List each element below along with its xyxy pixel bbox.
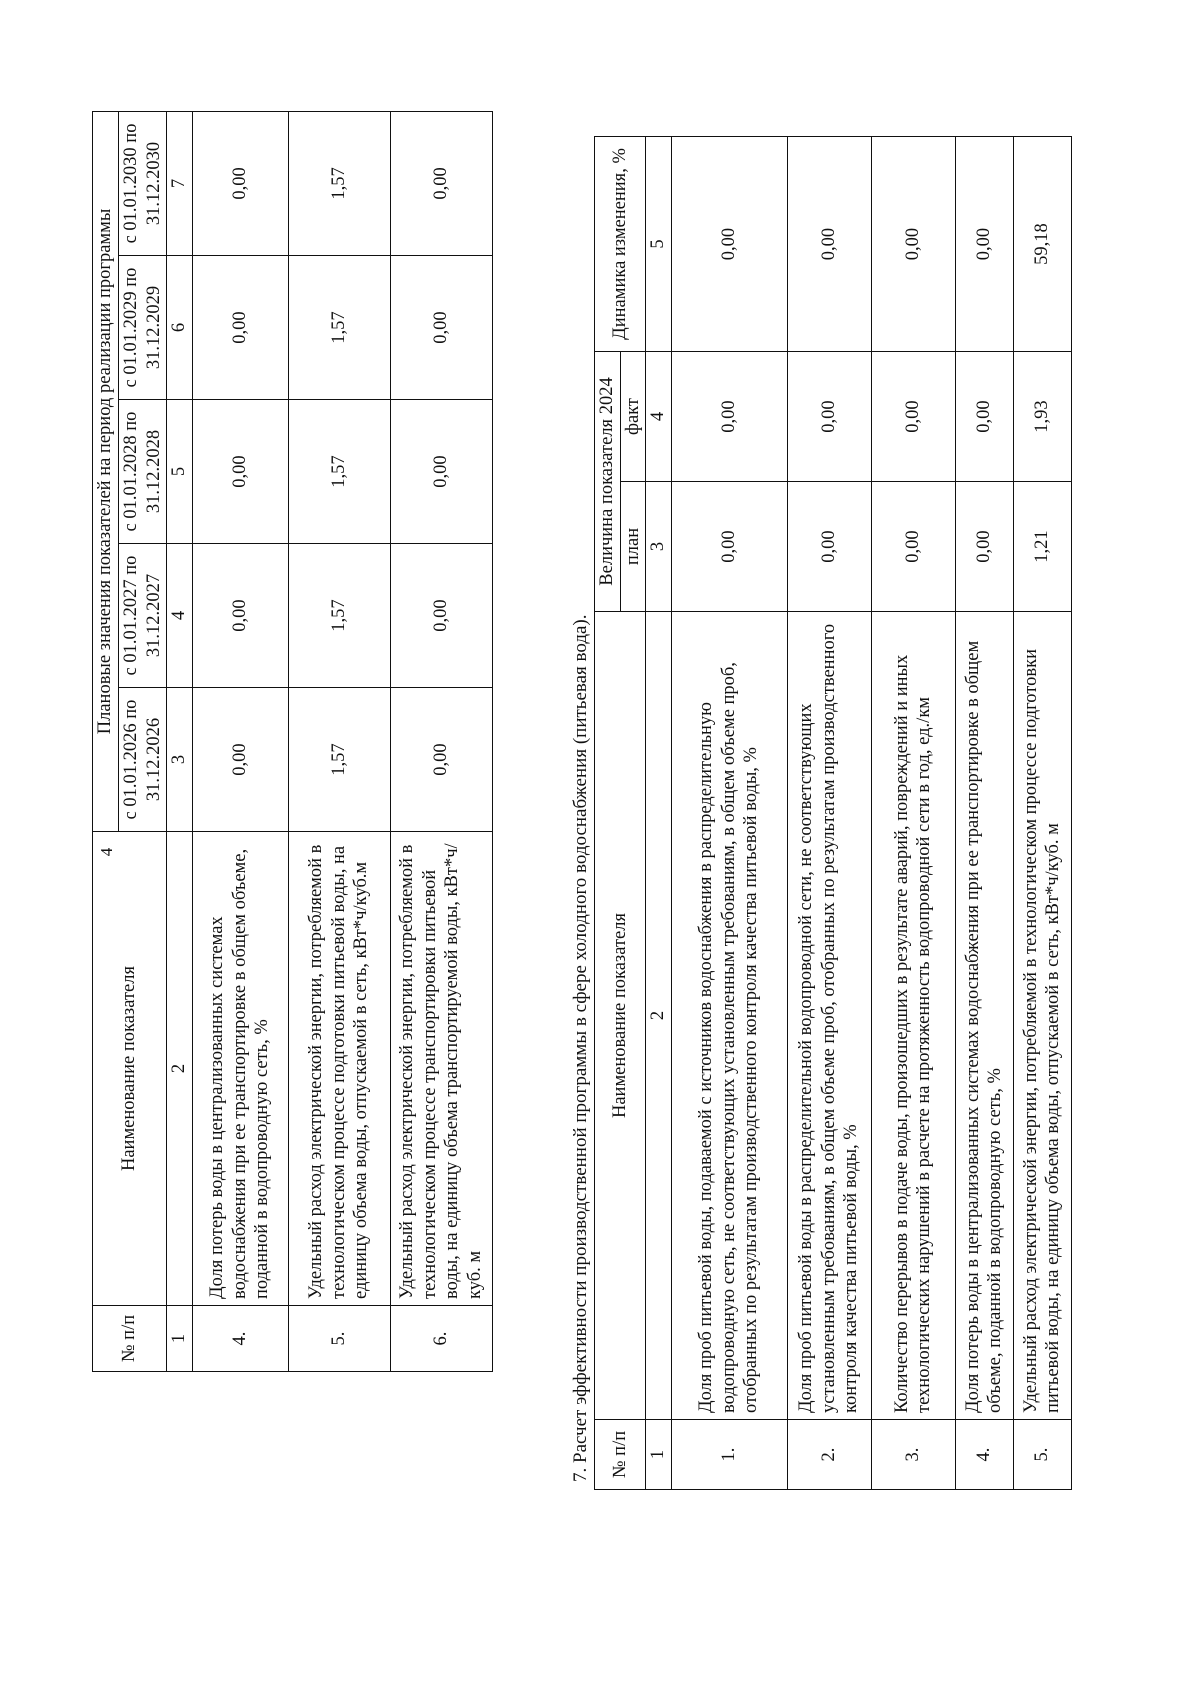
value-cell: 1,57 — [288, 688, 390, 832]
value-cell: 0,00 — [192, 111, 288, 255]
row-number: 1. — [671, 1420, 787, 1490]
planned-values-table-wrapper — [92, 112, 493, 1372]
value-cell: 0,00 — [192, 544, 288, 688]
column-index: 3 — [646, 482, 672, 612]
col-name-header: Наименование показателя — [93, 832, 167, 1306]
col-name-header: Наименование показателя — [595, 612, 646, 1420]
dynamics-value: 0,00 — [787, 137, 871, 352]
column-index: 6 — [167, 256, 193, 400]
plan-value: 0,00 — [787, 482, 871, 612]
row-number: 3. — [871, 1420, 955, 1490]
period-header: с 01.01.2027 по 31.12.2027 — [119, 544, 167, 688]
value-cell: 0,00 — [390, 400, 492, 544]
indicator-value-group-header: Величина показателя 2024 — [595, 352, 621, 612]
column-index: 4 — [646, 352, 672, 482]
column-index: 5 — [167, 400, 193, 544]
indicator-name: Количество перерывов в подаче воды, произошедших в результате аварий, повреждений и иных технологических нарушений в расчете на протяженность водопроводной сети в год, ед./км — [871, 612, 955, 1420]
efficiency-table — [594, 136, 1072, 1490]
plan-value: 0,00 — [871, 482, 955, 612]
column-index: 7 — [167, 111, 193, 255]
value-cell: 0,00 — [390, 688, 492, 832]
value-cell: 1,57 — [288, 544, 390, 688]
indicator-name: Доля потерь воды в централизованных системах водоснабжения при ее транспортировке в общем объеме, поданной в водопроводную сеть, % — [955, 612, 1013, 1420]
plan-header: план — [620, 482, 646, 612]
dynamics-value: 0,00 — [955, 137, 1013, 352]
value-cell: 1,57 — [288, 256, 390, 400]
indicator-name: Удельный расход электрической энергии, потребляемой в технологическом процессе подготовки питьевой воды, на единицу объема воды, отпускаемой в сеть, кВт*ч/куб. м — [1013, 612, 1071, 1420]
col-no-header: № п/п — [595, 1420, 646, 1490]
period-header: с 01.01.2026 по 31.12.2026 — [119, 688, 167, 832]
value-cell: 0,00 — [390, 256, 492, 400]
table-row — [671, 137, 787, 1490]
planned-values-table — [92, 111, 493, 1372]
fact-value: 0,00 — [871, 352, 955, 482]
column-index: 2 — [167, 832, 193, 1306]
row-number: 4. — [192, 1306, 288, 1372]
table-row — [1013, 137, 1071, 1490]
row-number: 5. — [1013, 1420, 1071, 1490]
indicator-name: Доля проб питьевой воды в распределительной водопроводной сети, не соответствующих установленным требованиям, в общем объеме проб, отобранных по результатам производственного контроля качества питьевой воды, % — [787, 612, 871, 1420]
fact-header: факт — [620, 352, 646, 482]
row-number: 4. — [955, 1420, 1013, 1490]
table-row — [288, 111, 390, 1371]
plan-value: 0,00 — [671, 482, 787, 612]
planned-values-group-header: Плановые значения показателей на период реализации программы — [93, 111, 119, 831]
period-header: с 01.01.2029 по 31.12.2029 — [119, 256, 167, 400]
table-row — [787, 137, 871, 1490]
period-header: с 01.01.2030 по 31.12.2030 — [119, 111, 167, 255]
column-index: 3 — [167, 688, 193, 832]
col-no-header: № п/п — [93, 1306, 167, 1372]
row-number: 5. — [288, 1306, 390, 1372]
column-index: 2 — [646, 612, 672, 1420]
table-row — [192, 111, 288, 1371]
fact-value: 0,00 — [671, 352, 787, 482]
fact-value: 0,00 — [787, 352, 871, 482]
period-header: с 01.01.2028 по 31.12.2028 — [119, 400, 167, 544]
value-cell: 1,57 — [288, 111, 390, 255]
column-index: 1 — [646, 1420, 672, 1490]
dynamics-value: 0,00 — [671, 137, 787, 352]
section-7-title: 7. Расчет эффективности производственной программы в сфере холодного водоснабжения (питьевая вода). — [570, 614, 591, 1482]
table-row — [955, 137, 1013, 1490]
fact-value: 1,93 — [1013, 352, 1071, 482]
table-row — [390, 111, 492, 1371]
plan-value: 1,21 — [1013, 482, 1071, 612]
value-cell: 0,00 — [192, 688, 288, 832]
value-cell: 0,00 — [390, 111, 492, 255]
indicator-name: Удельный расход электрической энергии, потребляемой в технологическом процессе подготовки питьевой воды, на единицу объема воды, отпускаемой в сеть, кВт*ч/куб.м — [288, 832, 390, 1306]
efficiency-section-wrapper — [570, 137, 1072, 1490]
dynamics-value: 59,18 — [1013, 137, 1071, 352]
fact-value: 0,00 — [955, 352, 1013, 482]
value-cell: 0,00 — [192, 256, 288, 400]
dynamics-value: 0,00 — [871, 137, 955, 352]
page-number: 4 — [97, 847, 116, 857]
column-index: 5 — [646, 137, 672, 352]
indicator-name: Удельный расход электрической энергии, потребляемой в технологическом процессе транспортировки питьевой воды, на единицу объема транспортируемой воды, кВт*ч/куб. м — [390, 832, 492, 1306]
indicator-name: Доля потерь воды в централизованных системах водоснабжения при ее транспортировке в общем объеме, поданной в водопроводную сеть, % — [192, 832, 288, 1306]
indicator-name: Доля проб питьевой воды, подаваемой с источников водоснабжения в распределительную водопроводную сеть, не соответствующих установленным требованиям, в общем объеме проб, отобранных по результатам производственного контроля качества питьевой воды, % — [671, 612, 787, 1420]
value-cell: 0,00 — [390, 544, 492, 688]
column-index: 4 — [167, 544, 193, 688]
dynamics-header: Динамика изменения, % — [595, 137, 646, 352]
row-number: 6. — [390, 1306, 492, 1372]
table-row — [871, 137, 955, 1490]
row-number: 2. — [787, 1420, 871, 1490]
column-index: 1 — [167, 1306, 193, 1372]
value-cell: 0,00 — [192, 400, 288, 544]
value-cell: 1,57 — [288, 400, 390, 544]
plan-value: 0,00 — [955, 482, 1013, 612]
